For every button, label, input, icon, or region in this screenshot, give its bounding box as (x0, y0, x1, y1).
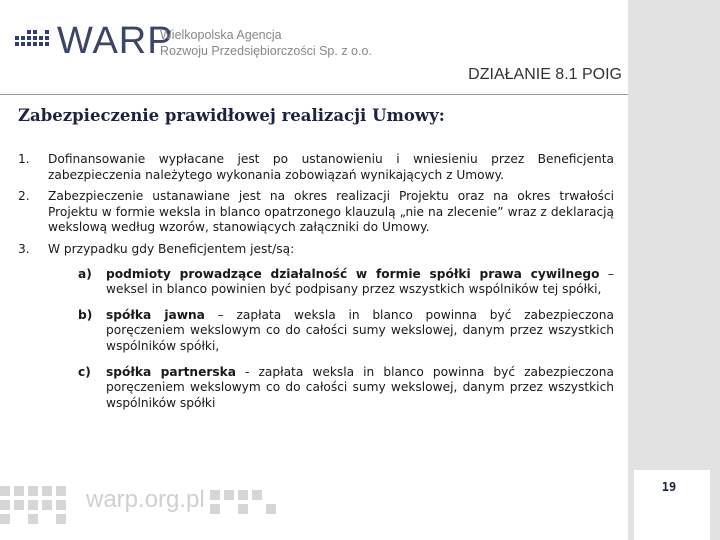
logo-wordmark: WARP (57, 20, 174, 62)
list-item-text: W przypadku gdy Beneficjentem jest/są: (48, 241, 295, 256)
sub-list-item (78, 365, 614, 412)
logo-dots-icon (15, 30, 53, 52)
sub-list-bold-term: spółka partnerska (106, 364, 236, 379)
page-title: Zabezpieczenie prawidłowej realizacji Umowy: (18, 106, 445, 125)
content-body (18, 152, 614, 421)
page-number: 19 (661, 480, 677, 494)
sub-list (78, 267, 614, 412)
sub-list-letter: b) (78, 307, 93, 322)
sub-list-text: – weksel in blanco powinien być podpisany przez wszystkich wspólników tej spółki, (106, 266, 614, 297)
sub-list-item (78, 308, 614, 355)
side-band (628, 0, 720, 540)
list-item-text: Dofinansowanie wypłacane jest po ustanowieniu i wniesieniu przez Beneficjenta zabezpieczenia należytego wykonania zobowiązań wynikających z Umowy. (48, 152, 614, 182)
header-divider (0, 94, 628, 95)
list-item (18, 152, 614, 183)
list-item-number: 2. (18, 189, 30, 204)
sub-list-text: – zapłata weksla in blanco powinna być zabezpieczona poręczeniem wekslowym co do całości sumy wekslowej, danym przez wszystkich wspólników spółki, (106, 307, 615, 353)
sub-list-letter: c) (78, 364, 91, 379)
list-item-number: 1. (18, 152, 30, 166)
sub-list-bold-term: podmioty prowadzące działalność w formie spółki prawa cywilnego (106, 266, 600, 281)
list-item-text: Zabezpieczenie ustanawiane jest na okres realizacji Projektu oraz na okres trwałości Projektu w formie weksla in blanco opatrzonego klauzulą „nie na zlecenie” wraz z deklaracją wekslową według wzorów, stanowiących załączniki do Umowy. (48, 189, 614, 235)
sub-list-bold-term: spółka jawna (106, 307, 205, 322)
logo-subtitle-line2: Rozwoju Przedsiębiorczości Sp. z o.o. (160, 44, 372, 58)
list-item (18, 189, 614, 236)
logo-subtitle (160, 27, 372, 59)
sub-list-item (78, 267, 614, 298)
sub-list-text: - zapłata weksla in blanco powinna być zabezpieczona poręczeniem wekslowym co do całości sumy wekslowej, danym przez wszystkich wspólników spółki (106, 364, 614, 410)
list-item (18, 242, 614, 258)
sub-list-letter: a) (78, 266, 92, 281)
slide-label: DZIAŁANIE 8.1 POIG (468, 66, 622, 83)
list-item-number: 3. (18, 241, 30, 256)
logo-subtitle-line1: Wielkopolska Agencja (160, 28, 282, 42)
footer-url: warp.org.pl (86, 486, 205, 513)
